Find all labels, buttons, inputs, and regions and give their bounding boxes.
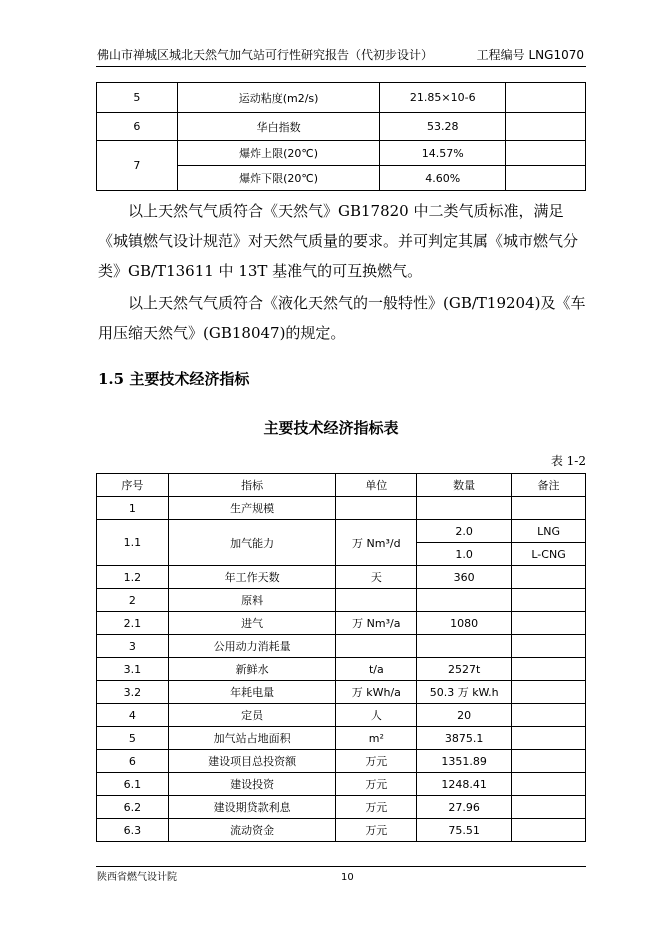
cell-no: 3.2 <box>97 681 169 704</box>
cell-qty: 75.51 <box>417 819 512 842</box>
row-number: 5 <box>97 83 178 113</box>
cell-note <box>512 819 586 842</box>
cell-item: 加气能力 <box>168 520 336 566</box>
table-row <box>97 658 586 681</box>
cell-note <box>512 704 586 727</box>
header-title: 佛山市禅城区城北天然气加气站可行性研究报告（代初步设计） <box>97 48 434 62</box>
page-number: 10 <box>341 872 354 883</box>
cell-unit <box>336 635 417 658</box>
cell-note <box>512 796 586 819</box>
cell-item: 加气站占地面积 <box>168 727 336 750</box>
property-value: 21.85×10-6 <box>380 83 506 113</box>
cell-qty: 2527t <box>417 658 512 681</box>
cell-item: 进气 <box>168 612 336 635</box>
footer-org: 陕西省燃气设计院 <box>97 872 177 883</box>
paragraph-gas-quality: 以上天然气气质符合《天然气》GB17820 中二类气质标准，满足《城镇燃气设计规范》对天然气质量的要求。并可判定其属《城市燃气分类》GB/T13611 中 13T 基准气的可互换燃气。 <box>98 202 579 280</box>
col-header-unit: 单位 <box>336 474 417 497</box>
footer-rule <box>96 866 586 867</box>
table-row <box>97 750 586 773</box>
cell-note: L-CNG <box>512 543 586 566</box>
cell-unit: 万 Nm³/d <box>336 520 417 566</box>
col-header-qty: 数量 <box>417 474 512 497</box>
cell-note <box>512 773 586 796</box>
tech-economic-table <box>96 473 586 842</box>
property-name: 爆炸下限(20℃) <box>177 166 380 191</box>
cell-unit: 人 <box>336 704 417 727</box>
cell-note <box>512 589 586 612</box>
table-row <box>97 520 586 543</box>
empty-cell <box>506 83 586 113</box>
cell-note <box>512 566 586 589</box>
cell-qty: 360 <box>417 566 512 589</box>
empty-cell <box>506 166 586 191</box>
cell-item: 公用动力消耗量 <box>168 635 336 658</box>
cell-qty: 20 <box>417 704 512 727</box>
cell-unit: t/a <box>336 658 417 681</box>
property-value: 53.28 <box>380 113 506 141</box>
cell-unit <box>336 497 417 520</box>
table-row <box>97 612 586 635</box>
cell-unit: 万 Nm³/a <box>336 612 417 635</box>
table-row <box>97 681 586 704</box>
property-value: 4.60% <box>380 166 506 191</box>
empty-cell <box>506 113 586 141</box>
cell-no: 1 <box>97 497 169 520</box>
cell-item: 年工作天数 <box>168 566 336 589</box>
property-value: 14.57% <box>380 141 506 166</box>
table-row <box>97 704 586 727</box>
cell-no: 3.1 <box>97 658 169 681</box>
cell-item: 建设项目总投资额 <box>168 750 336 773</box>
table-row <box>97 113 586 141</box>
property-name: 华白指数 <box>177 113 380 141</box>
cell-item: 生产规模 <box>168 497 336 520</box>
row-number: 7 <box>97 141 178 191</box>
cell-qty: 2.0 <box>417 520 512 543</box>
cell-unit: m² <box>336 727 417 750</box>
cell-no: 6.2 <box>97 796 169 819</box>
cell-qty: 27.96 <box>417 796 512 819</box>
cell-item: 原料 <box>168 589 336 612</box>
cell-unit: 万元 <box>336 773 417 796</box>
cell-unit: 万元 <box>336 796 417 819</box>
cell-qty: 1.0 <box>417 543 512 566</box>
cell-unit: 天 <box>336 566 417 589</box>
cell-note <box>512 750 586 773</box>
col-header-note: 备注 <box>512 474 586 497</box>
cell-qty: 1080 <box>417 612 512 635</box>
col-header-no: 序号 <box>97 474 169 497</box>
cell-item: 定员 <box>168 704 336 727</box>
cell-qty: 1351.89 <box>417 750 512 773</box>
cell-qty: 3875.1 <box>417 727 512 750</box>
property-name: 运动粘度(m2/s) <box>177 83 380 113</box>
cell-item: 年耗电量 <box>168 681 336 704</box>
cell-note: LNG <box>512 520 586 543</box>
table-title: 主要技术经济指标表 <box>263 419 399 437</box>
cell-note <box>512 727 586 750</box>
cell-unit: 万元 <box>336 819 417 842</box>
table-header-row <box>97 474 586 497</box>
cell-item: 新鲜水 <box>168 658 336 681</box>
table-number: 表 1-2 <box>550 454 586 468</box>
cell-no: 6 <box>97 750 169 773</box>
cell-qty <box>417 497 512 520</box>
cell-note <box>512 658 586 681</box>
cell-note <box>512 497 586 520</box>
cell-qty: 50.3 万 kW.h <box>417 681 512 704</box>
cell-qty <box>417 635 512 658</box>
cell-unit: 万 kWh/a <box>336 681 417 704</box>
cell-item: 建设投资 <box>168 773 336 796</box>
table-row <box>97 635 586 658</box>
table-row <box>97 589 586 612</box>
cell-item: 流动资金 <box>168 819 336 842</box>
cell-note <box>512 635 586 658</box>
cell-item: 建设期贷款利息 <box>168 796 336 819</box>
table-row <box>97 819 586 842</box>
header-rule <box>96 66 586 67</box>
cell-unit <box>336 589 417 612</box>
cell-qty <box>417 589 512 612</box>
table-row <box>97 497 586 520</box>
property-name: 爆炸上限(20℃) <box>177 141 380 166</box>
col-header-item: 指标 <box>168 474 336 497</box>
cell-note <box>512 612 586 635</box>
cell-unit: 万元 <box>336 750 417 773</box>
cell-no: 4 <box>97 704 169 727</box>
cell-no: 1.1 <box>97 520 169 566</box>
row-number: 6 <box>97 113 178 141</box>
gas-property-table <box>96 82 586 191</box>
table-row <box>97 566 586 589</box>
table-row <box>97 773 586 796</box>
cell-no: 1.2 <box>97 566 169 589</box>
table-row <box>97 796 586 819</box>
cell-no: 6.1 <box>97 773 169 796</box>
cell-no: 3 <box>97 635 169 658</box>
cell-no: 2 <box>97 589 169 612</box>
cell-no: 2.1 <box>97 612 169 635</box>
paragraph-standards: 以上天然气气质符合《液化天然气的一般特性》(GB/T19204)及《车用压缩天然气》(GB18047)的规定。 <box>98 294 586 342</box>
cell-no: 6.3 <box>97 819 169 842</box>
cell-no: 5 <box>97 727 169 750</box>
cell-qty: 1248.41 <box>417 773 512 796</box>
table-row <box>97 141 586 166</box>
section-heading: 1.5 主要技术经济指标 <box>98 370 250 388</box>
table-row <box>97 727 586 750</box>
empty-cell <box>506 141 586 166</box>
table-row <box>97 83 586 113</box>
cell-note <box>512 681 586 704</box>
project-number: 工程编号 LNG1070 <box>476 48 584 62</box>
